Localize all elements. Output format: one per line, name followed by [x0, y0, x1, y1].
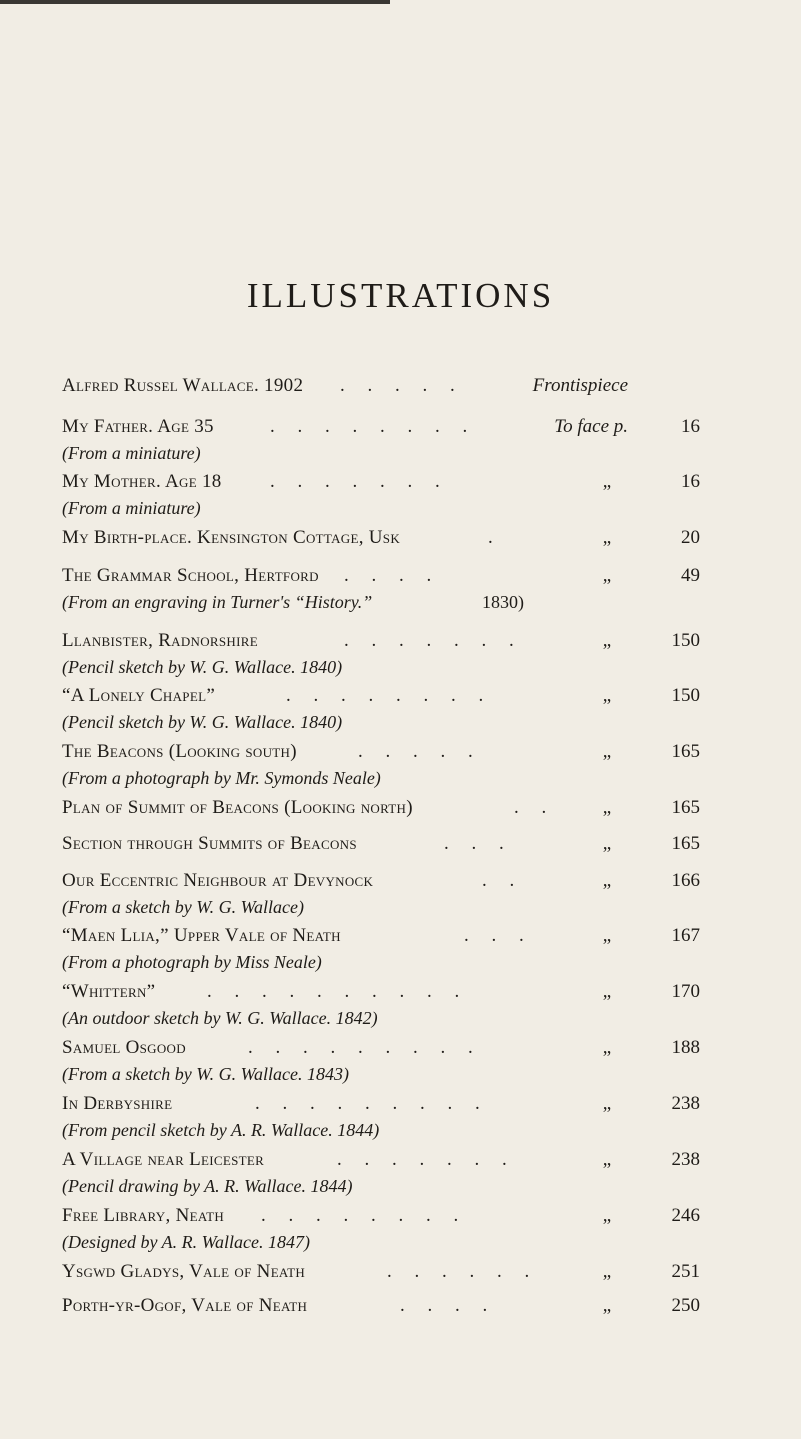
caption-year: 1830) — [482, 592, 524, 612]
ditto-mark: „ — [602, 925, 612, 946]
dot-leader: . . . . . . . . . — [248, 1037, 482, 1058]
ditto-mark: „ — [602, 1037, 612, 1058]
caption-line — [62, 1173, 762, 1200]
ditto-mark: „ — [602, 1093, 612, 1114]
dot-leader: . — [488, 527, 502, 548]
dot-leader: . . . . — [344, 565, 441, 586]
caption-line — [62, 949, 762, 976]
ditto-mark: „ — [602, 685, 612, 706]
illustration-entry — [62, 1090, 762, 1144]
page-number: 170 — [671, 981, 700, 1002]
ditto-mark: „ — [602, 1295, 612, 1316]
dot-leader: . . . . . . . . — [261, 1205, 468, 1226]
page-number: 165 — [671, 741, 700, 762]
dot-leader: . . . . . . — [387, 1261, 539, 1282]
dot-leader: . . . — [444, 833, 513, 854]
illustration-entry — [62, 562, 762, 616]
illustration-entry — [62, 738, 762, 792]
dot-leader: . . . . . . . — [270, 471, 449, 492]
entry-caption: (From a sketch by W. G. Wallace) — [62, 897, 304, 917]
entry-line — [62, 794, 762, 821]
caption-line — [62, 765, 762, 792]
caption-line — [62, 495, 762, 522]
illustration-entry — [62, 524, 762, 551]
entry-title: Porth-yr-Ogof, Vale of Neath — [62, 1295, 308, 1316]
entry-title: In Derbyshire — [62, 1093, 173, 1114]
caption-line — [62, 894, 762, 921]
page-number: 238 — [671, 1149, 700, 1170]
entry-caption: (From a sketch by W. G. Wallace. 1843) — [62, 1064, 349, 1084]
page-number: 167 — [671, 925, 700, 946]
entry-caption: (From a photograph by Miss Neale) — [62, 952, 322, 972]
entry-title: My Mother. Age 18 — [62, 471, 222, 492]
ditto-mark: „ — [602, 870, 612, 891]
illustration-entry — [62, 372, 762, 399]
entry-title: Alfred Russel Wallace. 1902 — [62, 375, 304, 396]
entry-caption: (An outdoor sketch by W. G. Wallace. 1842) — [62, 1008, 378, 1028]
entry-caption: (From pencil sketch by A. R. Wallace. 1844) — [62, 1120, 380, 1140]
page-number: 251 — [671, 1261, 700, 1282]
page-number: 20 — [681, 527, 700, 548]
dot-leader: . . . . . . . . — [270, 416, 477, 437]
entry-line — [62, 468, 762, 495]
plate-position: To face p. — [554, 416, 628, 437]
dot-leader: . . . . . . . . — [286, 685, 493, 706]
caption-line — [62, 589, 762, 616]
entry-line — [62, 524, 762, 551]
caption-line — [62, 709, 762, 736]
entry-title: Ysgwd Gladys, Vale of Neath — [62, 1261, 306, 1282]
caption-line — [62, 1005, 762, 1032]
illustration-entry — [62, 1146, 762, 1200]
entry-line — [62, 413, 762, 440]
page-number: 150 — [671, 685, 700, 706]
caption-line — [62, 1061, 762, 1088]
ditto-mark: „ — [602, 833, 612, 854]
ditto-mark: „ — [602, 471, 612, 492]
page-number: 150 — [671, 630, 700, 651]
entry-title: My Father. Age 35 — [62, 416, 214, 437]
page-number: 16 — [681, 416, 700, 437]
page-number: 238 — [671, 1093, 700, 1114]
illustration-entry — [62, 867, 762, 921]
dot-leader: . . — [482, 870, 524, 891]
dot-leader: . . . . . . . — [344, 630, 523, 651]
dot-leader: . . . . . — [358, 741, 482, 762]
entry-caption: (Pencil sketch by W. G. Wallace. 1840) — [62, 657, 343, 677]
page-number: 250 — [671, 1295, 700, 1316]
entry-title: Samuel Osgood — [62, 1037, 186, 1058]
entry-line — [62, 830, 762, 857]
entry-line — [62, 978, 762, 1005]
ditto-mark: „ — [602, 1205, 612, 1226]
page-number: 246 — [671, 1205, 700, 1226]
page-edge-line — [0, 0, 390, 4]
entry-caption: (From a photograph by Mr. Symonds Neale) — [62, 768, 381, 788]
entry-line — [62, 682, 762, 709]
entry-line — [62, 1292, 762, 1319]
ditto-mark: „ — [602, 565, 612, 586]
ditto-mark: „ — [602, 797, 612, 818]
ditto-mark: „ — [602, 1261, 612, 1282]
entry-line — [62, 372, 762, 399]
page-number: 165 — [671, 797, 700, 818]
entry-line — [62, 867, 762, 894]
illustration-entry — [62, 1202, 762, 1256]
ditto-mark: „ — [602, 527, 612, 548]
illustration-entry — [62, 627, 762, 681]
dot-leader: . . . . . — [340, 375, 464, 396]
entry-caption: (From a miniature) — [62, 498, 201, 518]
dot-leader: . . . — [464, 925, 533, 946]
dot-leader: . . . . . . . — [337, 1149, 516, 1170]
dot-leader: . . — [514, 797, 556, 818]
entry-caption: (Pencil sketch by W. G. Wallace. 1840) — [62, 712, 343, 732]
entry-title: “Maen Llia,” Upper Vale of Neath — [62, 925, 341, 946]
entry-title: Section through Summits of Beacons — [62, 833, 357, 854]
entry-line — [62, 1146, 762, 1173]
entry-caption: (Designed by A. R. Wallace. 1847) — [62, 1232, 310, 1252]
page-number: 166 — [671, 870, 700, 891]
entry-title: Free Library, Neath — [62, 1205, 225, 1226]
caption-line — [62, 1117, 762, 1144]
entry-caption: (From a miniature) — [62, 443, 201, 463]
plate-position: Frontispiece — [532, 375, 628, 396]
entry-line — [62, 922, 762, 949]
entry-line — [62, 562, 762, 589]
illustration-entry — [62, 830, 762, 857]
entry-line — [62, 1034, 762, 1061]
ditto-mark: „ — [602, 741, 612, 762]
illustration-entry — [62, 468, 762, 522]
ditto-mark: „ — [602, 981, 612, 1002]
entry-title: A Village near Leicester — [62, 1149, 265, 1170]
page-number: 49 — [681, 565, 700, 586]
entry-line — [62, 738, 762, 765]
entry-title: Plan of Summit of Beacons (Looking north) — [62, 797, 413, 818]
entry-title: “Whittern” — [62, 981, 156, 1002]
entry-title: “A Lonely Chapel” — [62, 685, 216, 706]
entry-line — [62, 1258, 762, 1285]
illustration-entry — [62, 682, 762, 736]
ditto-mark: „ — [602, 1149, 612, 1170]
caption-line — [62, 440, 762, 467]
illustration-entry — [62, 1258, 762, 1285]
dot-leader: . . . . — [400, 1295, 497, 1316]
entry-line — [62, 627, 762, 654]
page-number: 188 — [671, 1037, 700, 1058]
entry-caption: (Pencil drawing by A. R. Wallace. 1844) — [62, 1176, 353, 1196]
page-number: 16 — [681, 471, 700, 492]
entry-line — [62, 1202, 762, 1229]
entry-title: Our Eccentric Neighbour at Devynock — [62, 870, 374, 891]
dot-leader: . . . . . . . . . . — [207, 981, 469, 1002]
entry-caption: (From an engraving in Turner's “History.” — [62, 592, 373, 612]
page-number: 165 — [671, 833, 700, 854]
illustration-entry — [62, 978, 762, 1032]
entry-title: The Beacons (Looking south) — [62, 741, 297, 762]
dot-leader: . . . . . . . . . — [255, 1093, 489, 1114]
entry-title: Llanbister, Radnorshire — [62, 630, 258, 651]
illustration-entry — [62, 1292, 762, 1319]
ditto-mark: „ — [602, 630, 612, 651]
caption-line — [62, 654, 762, 681]
page-title: ILLUSTRATIONS — [246, 276, 555, 315]
illustration-entry — [62, 794, 762, 821]
entry-title: The Grammar School, Hertford — [62, 565, 319, 586]
illustration-entry — [62, 413, 762, 467]
illustration-entry — [62, 1034, 762, 1088]
entry-line — [62, 1090, 762, 1117]
caption-line — [62, 1229, 762, 1256]
entry-title: My Birth-place. Kensington Cottage, Usk — [62, 527, 401, 548]
illustration-entry — [62, 922, 762, 976]
